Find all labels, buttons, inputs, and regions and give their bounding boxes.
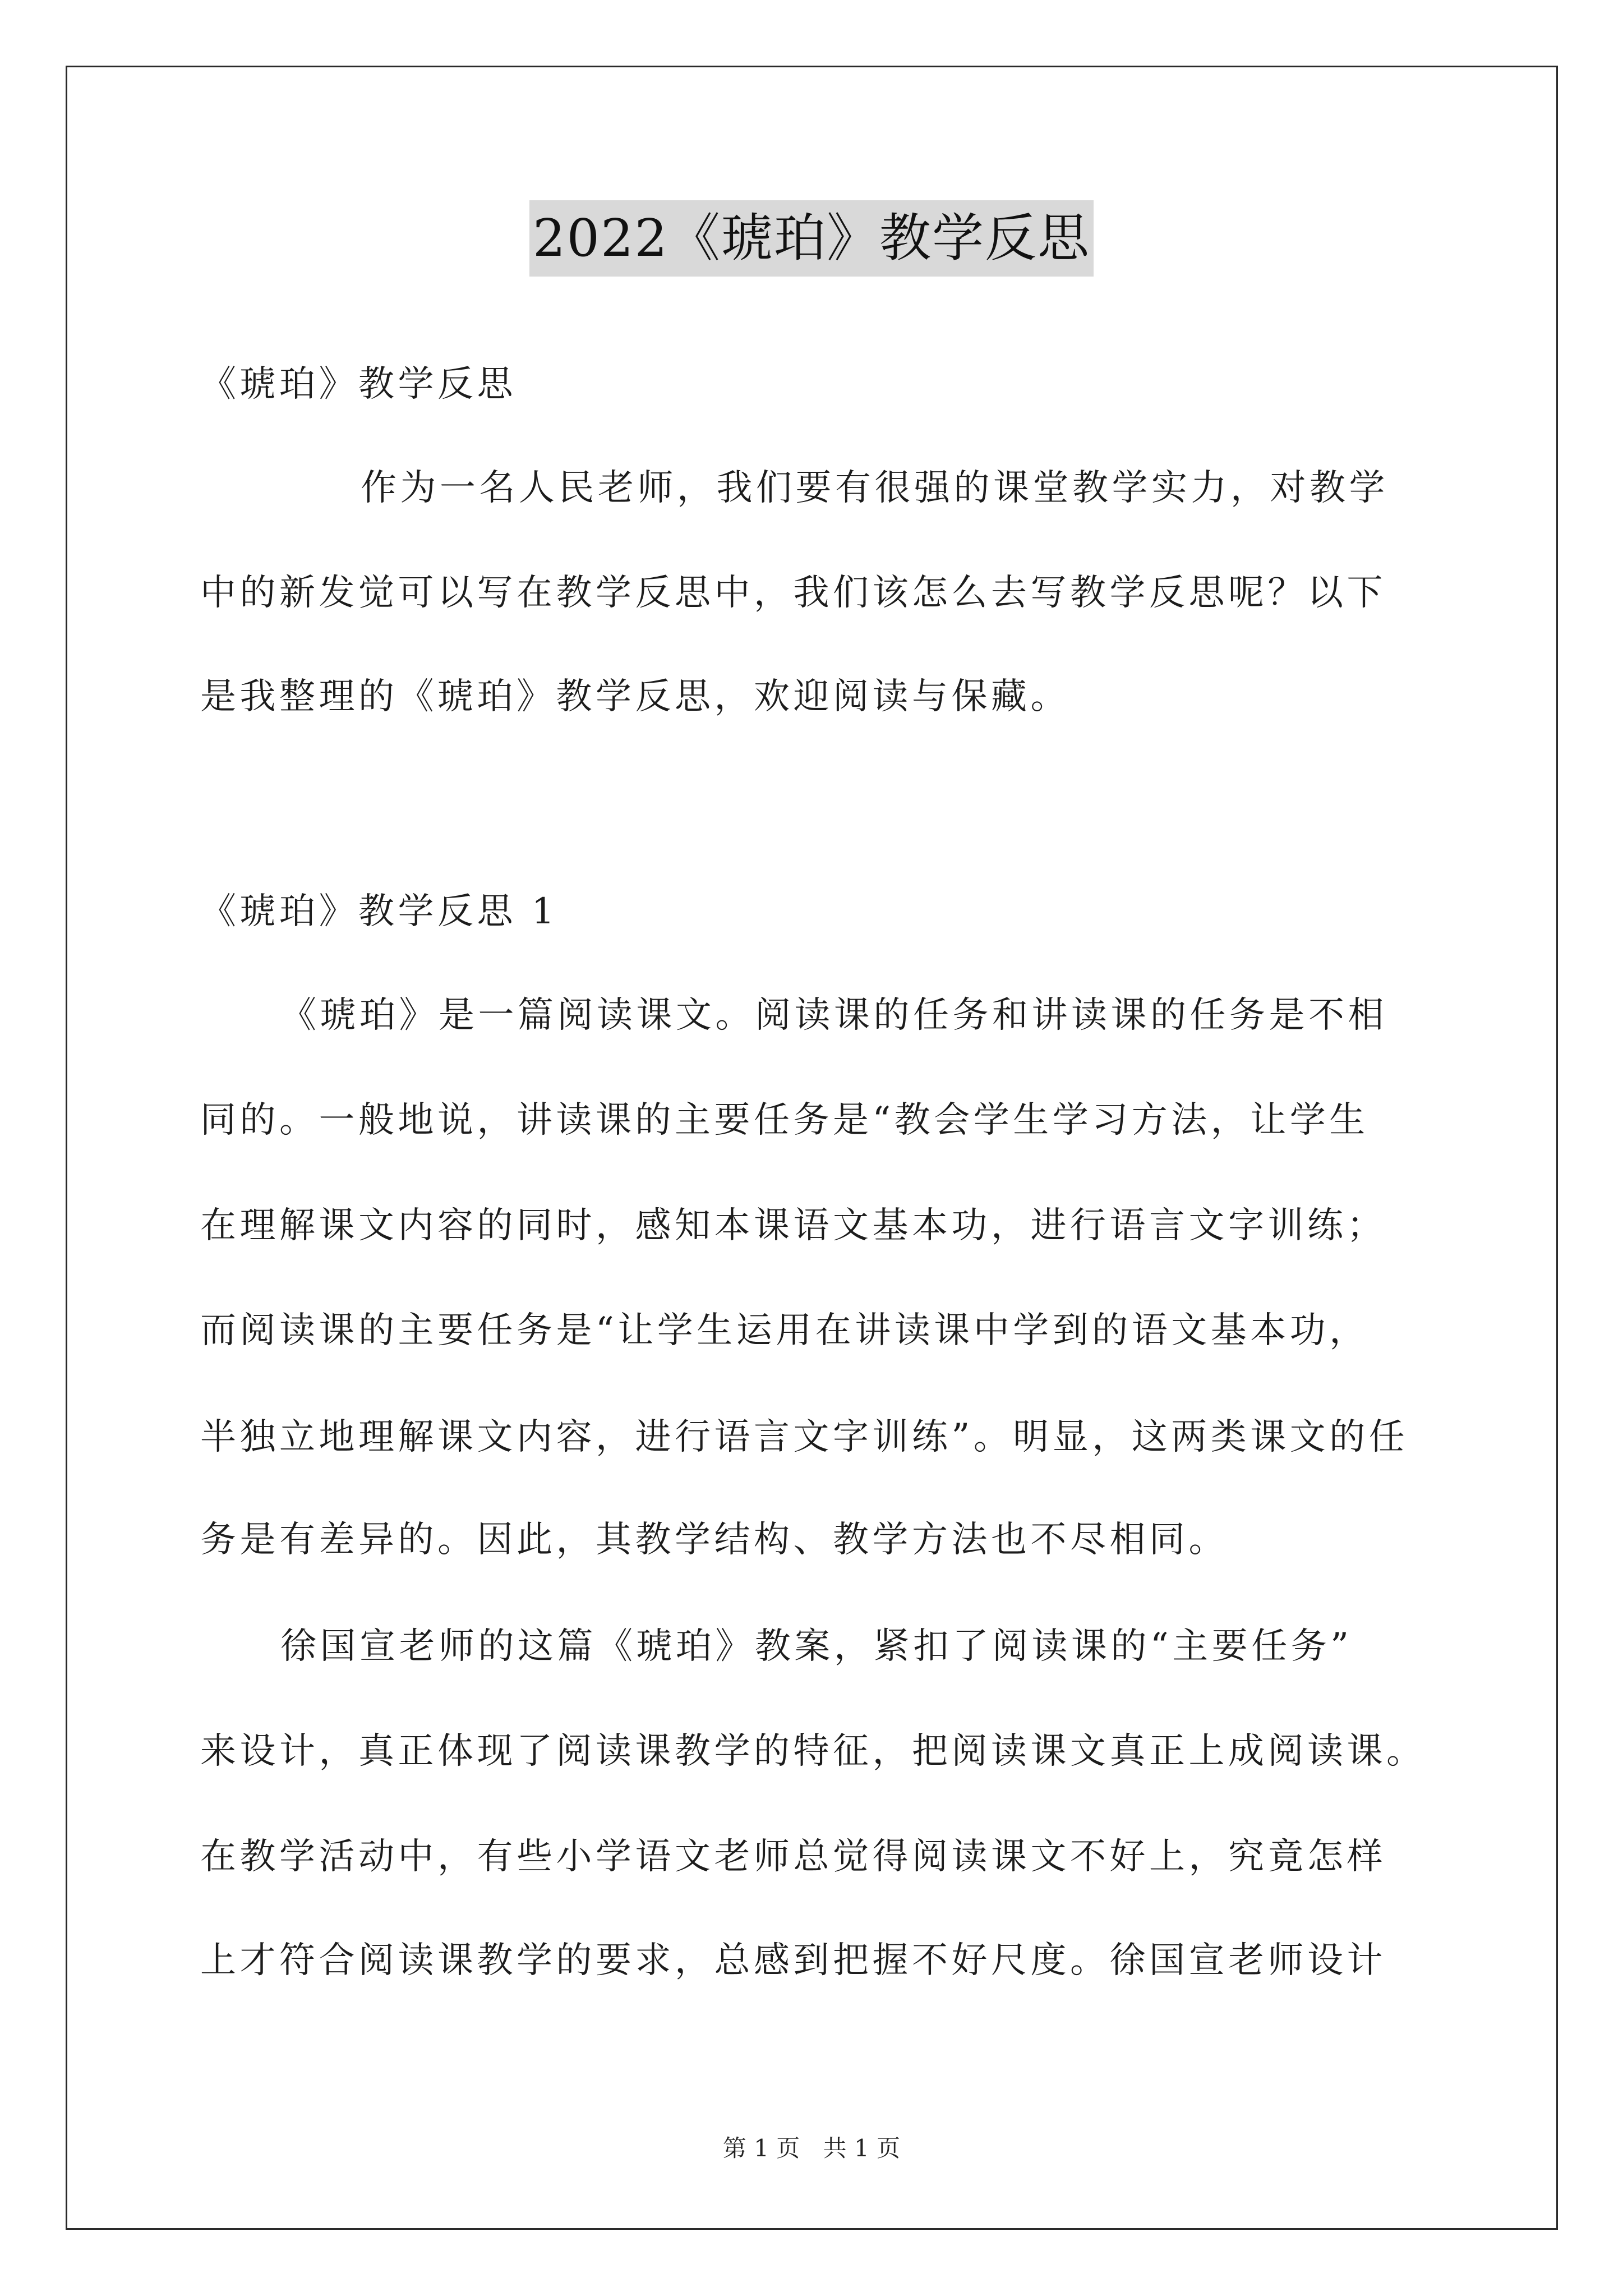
paragraph1-line-6: 务是有差异的。因此，其教学结构、教学方法也不尽相同。 [200,1519,1228,1561]
document-title: 2022《琥珀》教学反思 [529,200,1094,277]
paragraph2-line-2: 来设计，真正体现了阅读课教学的特征，把阅读课文真正上成阅读课。 [200,1731,1426,1772]
section-heading: 《琥珀》教学反思 1 [200,891,559,932]
paragraph2-line-1: 徐国宣老师的这篇《琥珀》教案，紧扣了阅读课的“主要任务” [280,1626,1353,1667]
page-number: 第 1 页 [722,2134,800,2162]
paragraph1-line-2: 同的。一般地说，讲读课的主要任务是“教会学生学习方法，让学生 [200,1099,1369,1141]
intro-line-1: 作为一名人民老师，我们要有很强的课堂教学实力，对教学 [361,467,1389,509]
paragraph1-line-3: 在理解课文内容的同时，感知本课语文基本功，进行语言文字训练； [200,1205,1386,1246]
intro-line-3: 是我整理的《琥珀》教学反思，欢迎阅读与保藏。 [200,676,1070,717]
paragraph1-line-4: 而阅读课的主要任务是“让学生运用在讲读课中学到的语文基本功， [200,1310,1369,1351]
paragraph1-line-5: 半独立地理解课文内容，进行语言文字训练”。明显，这两类课文的任 [200,1416,1409,1458]
page-total: 共 1 页 [823,2134,901,2162]
paragraph1-line-1: 《琥珀》是一篇阅读课文。阅读课的任务和讲读课的任务是不相 [280,995,1387,1036]
paragraph2-line-3: 在教学活动中，有些小学语文老师总觉得阅读课文不好上，究竟怎样 [200,1836,1386,1878]
document-subtitle: 《琥珀》教学反思 [200,364,517,405]
intro-line-2: 中的新发觉可以写在教学反思中，我们该怎么去写教学反思呢？以下 [200,572,1386,614]
page-footer [0,2132,1623,2165]
title-container [0,200,1623,277]
paragraph2-line-4: 上才符合阅读课教学的要求，总感到把握不好尺度。徐国宣老师设计 [200,1940,1386,1981]
